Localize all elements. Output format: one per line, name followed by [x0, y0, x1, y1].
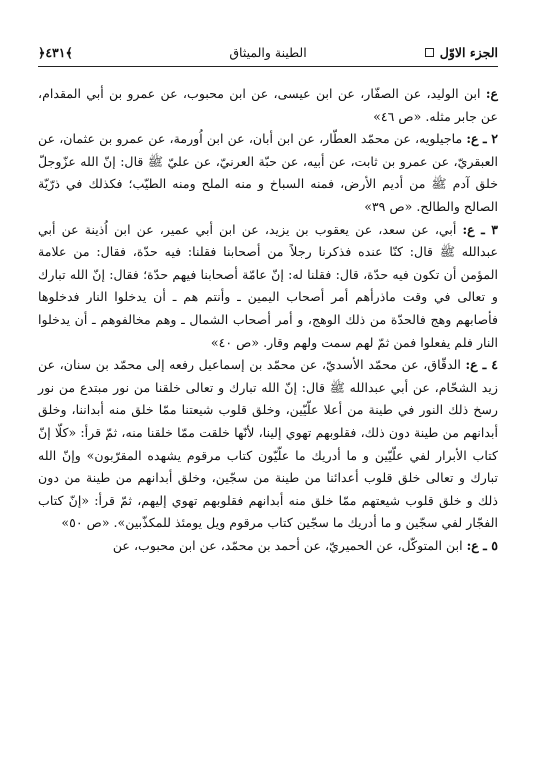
running-header: [38, 38, 498, 67]
volume-label-group: [425, 45, 498, 60]
hadith-text: ماجيلويه، عن محمّد العطّار، عن ابن أبان، عن ابن اُورمة، عن عمرو بن عثمان، عن العبقريّ، عن عمرو بن ثابت، عن أبيه، عن حبّة العرنيّ، عن عليّ ﷺ قال: إنّ الله عزّوجلّ خلق آدم ﷺ من أديم الأرض، فمنه السباخ و منه الملح ومنه الطيّب؛ فكذلك في ذرّيّة الصالح والطالح. «ص ٣٩»: [38, 131, 498, 214]
hadith-text: أبي، عن سعد، عن يعقوب بن يزيد، عن ابن أبي عمير، عن ابن اُذينة عن أبي عبدالله ﷺ قال: كنّا عنده فذكرنا رجلاً من أصحابنا فقلنا: فيه حدّة، فقال: من علامة المؤمن أن تكون فيه حدّة، قال: فقلنا له: إنّ عامّة أصحابنا فيهم حدّة؛ فقال: إنّ الله تبارك و تعالى في وقت ماذرأهم أمر أصحاب اليمين ـ وأنتم هم ـ أن يدخلوا النار فدخلوها فأصابهم وهج فالحدّة من ذلك الوهج، و أمر أصحاب الشمال ـ وهم مخالفوهم ـ أن يدخلوا النار فلم يفعلوا فمن ثمّ لهم سمت ولهم وقار. «ص ٤٠»: [38, 221, 498, 350]
hadith-label: ٢ ـ ع:: [466, 131, 499, 147]
volume-label: الجزء الاوّل: [439, 44, 498, 60]
hadith-text: الدقّاق، عن محمّد الأسديّ، عن محمّد بن إسماعيل رفعه إلى محمّد بن سنان، عن زيد الشحّام، عن أبي عبدالله ﷺ قال: إنّ الله تبارك و تعالى خلقنا من نور مبتدع من نور رسخ ذلك النور في طينة من أعلا علّيّين، وخلق قلوب شيعتنا ممّا خلق منه أبداننا، وخلق أبدانهم من طينة دون ذلك، فقلوبهم تهوي إلينا، لأنّها خلقت ممّا خلقنا منه، ثمّ قرأ: «كلّا إنّ كتاب الأبرار لفي علّيّين و ما أدريك ما علّيّون كتاب مرقوم يشهده المقرّبون» وإنّ الله تبارك و تعالى خلق قلوب أعدائنا من طينة من سجّين، وخلق أبدانهم من طينة من دون ذلك و خلق قلوب شيعتهم ممّا خلق منه أبدانهم فقلوبهم تهوي إليهم، ثمّ قرأ: «إنّ كتاب الفجّار لفي سجّين و ما أدريك ما سجّين كتاب مرقوم ويل يومئذ للمكذّبين». «ص ٥٠»: [38, 357, 498, 531]
hadith-paragraph: [38, 83, 498, 128]
hadith-label: ع:: [485, 86, 498, 101]
square-ornament-icon: [425, 48, 434, 57]
chapter-title: الطينة والميثاق: [229, 44, 307, 60]
page-body: [38, 83, 498, 557]
hadith-label: ٥ ـ ع:: [466, 537, 498, 553]
hadith-paragraph: [38, 219, 498, 355]
hadith-text: ابن المتوكّل، عن الحميريّ، عن أحمد بن محمّد، عن ابن محبوب، عن: [112, 537, 467, 553]
hadith-text: ابن الوليد، عن الصفّار، عن ابن عيسى، عن ابن محبوب، عن عمرو بن أبي المقدام، عن جابر مثله. «ص ٤٦»: [38, 86, 498, 124]
hadith-label: ٤ ـ ع:: [465, 357, 498, 373]
hadith-paragraph: [38, 354, 498, 535]
hadith-paragraph: [38, 535, 498, 558]
hadith-paragraph: [38, 128, 498, 218]
page-number: ﴿٤٣١﴾: [38, 44, 73, 60]
hadith-label: ٣ ـ ع:: [462, 221, 499, 237]
